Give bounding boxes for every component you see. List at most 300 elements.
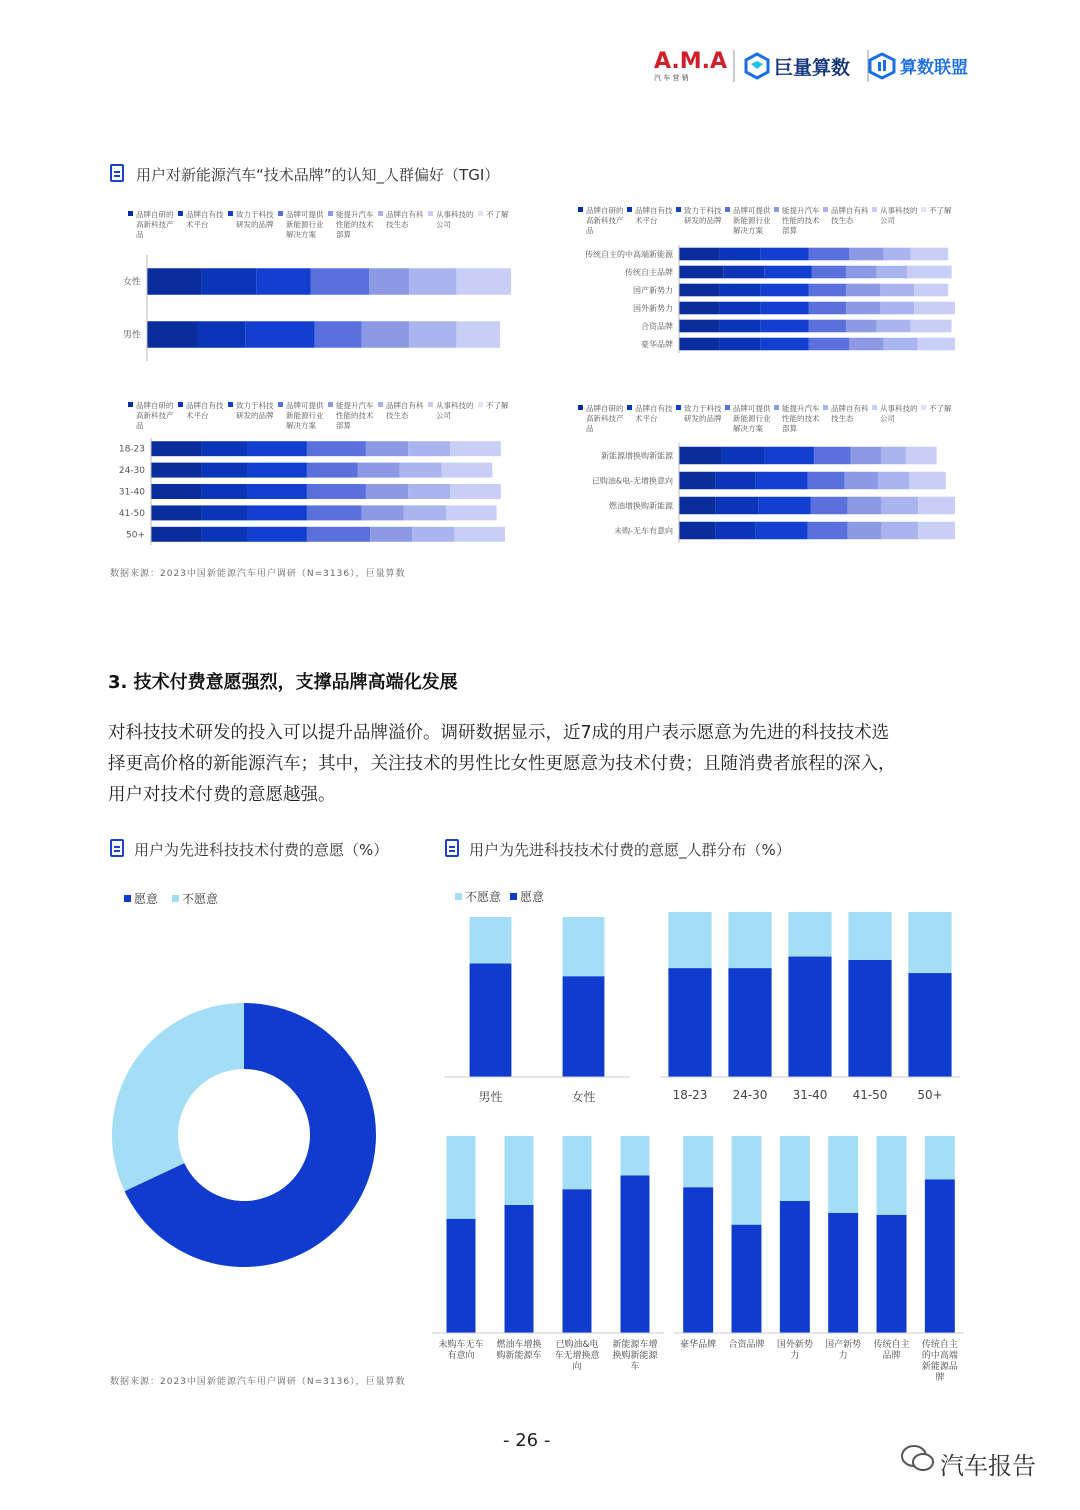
bar-segment — [202, 463, 248, 478]
legend-label: 品牌自有技 — [186, 210, 224, 219]
legend-label: 高新科技产 — [136, 411, 174, 420]
legend-label: 愿意 — [520, 890, 545, 904]
legend-label: 品牌自有技 — [186, 401, 224, 410]
watermark: 汽车报告 — [940, 1452, 1036, 1480]
bar-unwilling — [908, 912, 951, 973]
data-source-2: 数据来源：2023中国新能源汽车用户调研（N=3136），巨量算数 — [110, 1377, 406, 1387]
category-label: 的中高端 — [921, 1351, 958, 1361]
bar-segment — [369, 268, 409, 295]
bar-segment — [881, 447, 906, 465]
bar-willing — [908, 973, 951, 1077]
category-label: 31-40 — [118, 487, 145, 498]
legend-label: 品牌可提供 — [733, 404, 771, 413]
bar-unwilling — [621, 1136, 650, 1175]
chart-legend — [578, 403, 952, 433]
stacked-column-chart — [674, 1136, 964, 1383]
bar-segment — [877, 320, 911, 333]
bar-willing — [732, 1225, 762, 1333]
legend-label: 技生态 — [831, 414, 854, 423]
bar-segment — [366, 441, 408, 456]
bar-segment — [906, 447, 937, 465]
bar-segment — [883, 248, 910, 261]
legend-swatch — [510, 893, 517, 900]
legend-label: 新能源行业 — [733, 216, 771, 225]
category-label: 牌 — [935, 1373, 945, 1383]
stacked-column-chart — [660, 912, 960, 1102]
bar-unwilling — [848, 912, 891, 960]
legend-label: 研发的品牌 — [684, 216, 722, 225]
bar-unwilling — [668, 912, 711, 968]
legend-swatch — [228, 402, 233, 407]
legend-swatch — [478, 402, 483, 407]
bar-segment — [756, 522, 808, 540]
legend-label: 不愿意 — [182, 892, 219, 906]
legend-label: 部算 — [336, 230, 351, 239]
legend-label: 品牌自研的 — [586, 206, 624, 215]
category-label: 向 — [572, 1362, 582, 1372]
legend-label: 技生态 — [831, 216, 854, 225]
legend-swatch — [921, 207, 926, 212]
bar-willing — [728, 968, 771, 1077]
bar-segment — [846, 266, 877, 279]
donut-slice — [112, 1003, 244, 1191]
legend-label: 不了解 — [486, 401, 509, 410]
bar-segment — [248, 463, 307, 478]
bar-segment — [679, 266, 723, 279]
legend-label: 解决方案 — [286, 421, 316, 430]
legend-swatch — [428, 402, 433, 407]
data-source-1: 数据来源：2023中国新能源汽车用户调研（N=3136），巨量算数 — [110, 569, 406, 579]
bar-segment — [679, 497, 716, 515]
legend-swatch — [328, 211, 333, 216]
bar-segment — [846, 302, 880, 315]
section2-title-right: 用户为先进科技技术付费的意愿_人群分布（%） — [469, 841, 791, 859]
bar-segment — [848, 522, 882, 540]
legend-swatch — [823, 405, 828, 410]
bar-segment — [756, 472, 808, 490]
stacked-hbar-chart — [578, 205, 955, 353]
body-paragraph — [108, 718, 978, 811]
bar-segment — [811, 497, 848, 515]
bar-segment — [918, 338, 955, 351]
legend-label: 解决方案 — [733, 424, 763, 433]
bar-segment — [151, 441, 202, 456]
legend-label: 品 — [136, 421, 144, 430]
legend-label: 不了解 — [486, 210, 509, 219]
category-label: 传统自主品牌 — [625, 268, 673, 277]
legend-label: 高新科技产 — [586, 216, 624, 225]
bar-segment — [151, 484, 202, 499]
legend-label: 技生态 — [386, 411, 409, 420]
legend-label: 品牌自研的 — [136, 210, 174, 219]
bar-unwilling — [877, 1136, 907, 1215]
bar-segment — [883, 338, 917, 351]
bar-segment — [759, 497, 811, 515]
category-label: 换购新能源 — [612, 1351, 658, 1361]
legend-swatch — [328, 402, 333, 407]
bar-segment — [761, 338, 809, 351]
chart-legend — [128, 400, 509, 430]
legend-swatch — [872, 207, 877, 212]
bar-segment — [761, 302, 809, 315]
bar-willing — [668, 968, 711, 1077]
bar-segment — [909, 472, 946, 490]
legend-label: 能提升汽车 — [782, 206, 820, 215]
chart-legend — [455, 890, 544, 904]
bar-willing — [848, 960, 891, 1077]
category-label: 品牌 — [882, 1351, 901, 1361]
legend-label: 部算 — [782, 424, 797, 433]
bar-segment — [307, 505, 362, 520]
legend-label: 不了解 — [929, 404, 952, 413]
bar-segment — [918, 522, 955, 540]
legend-label: 性能的技术 — [336, 411, 374, 420]
bar-segment — [307, 463, 358, 478]
bar-segment — [147, 321, 198, 348]
bar-segment — [716, 522, 756, 540]
bar-segment — [454, 527, 505, 542]
ama-logo-sub: 汽 车 营 销 — [654, 74, 689, 82]
bar-segment — [404, 505, 446, 520]
legend-label: 新能源行业 — [733, 414, 771, 423]
bar-segment — [456, 321, 500, 348]
bar-segment — [880, 284, 914, 297]
category-label: 已购油&电 — [555, 1340, 599, 1350]
legend-label: 品牌自有技 — [635, 404, 673, 413]
legend-label: 致力于科技 — [236, 401, 274, 410]
legend-label: 性能的技术 — [336, 220, 374, 229]
legend-label: 品 — [136, 230, 144, 239]
bar-segment — [362, 505, 404, 520]
bar-segment — [851, 447, 882, 465]
category-label: 18-23 — [118, 444, 145, 455]
bar-segment — [849, 338, 883, 351]
legend-label: 性能的技术 — [782, 414, 820, 423]
legend-label: 部算 — [336, 421, 351, 430]
category-label: 男性 — [122, 330, 141, 341]
bar-segment — [720, 338, 761, 351]
category-label: 24-30 — [118, 466, 145, 477]
bar-segment — [679, 472, 716, 490]
bar-segment — [814, 447, 851, 465]
bar-segment — [307, 527, 370, 542]
category-label: 已购油&电-无增换意向 — [591, 476, 673, 486]
bar-segment — [679, 320, 720, 333]
legend-label: 致力于科技 — [236, 210, 274, 219]
category-label: 女性 — [122, 277, 141, 288]
bar-segment — [808, 248, 849, 261]
bar-segment — [370, 527, 412, 542]
legend-label: 品牌可提供 — [286, 401, 324, 410]
legend-swatch — [676, 207, 681, 212]
bar-segment — [248, 505, 307, 520]
stacked-hbar-chart — [123, 209, 511, 361]
page-number: - 26 - — [503, 1430, 551, 1451]
legend-label: 品牌自研的 — [586, 404, 624, 413]
bar-segment — [409, 321, 456, 348]
category-label: 国外新势力 — [633, 304, 673, 313]
legend-label: 致力于科技 — [684, 404, 722, 413]
category-label: 41-50 — [118, 508, 145, 519]
bar-willing — [563, 1189, 592, 1333]
bar-segment — [202, 484, 248, 499]
legend-label: 公司 — [436, 411, 451, 420]
legend-label: 术平台 — [635, 216, 658, 225]
legend-label: 从事科技的 — [436, 210, 474, 219]
bar-segment — [716, 472, 756, 490]
bar-segment — [723, 266, 764, 279]
bar-segment — [202, 441, 248, 456]
bar-segment — [808, 302, 845, 315]
category-label: 31-40 — [792, 1088, 828, 1102]
category-label: 力 — [790, 1351, 800, 1361]
bar-segment — [812, 266, 846, 279]
bar-segment — [362, 321, 409, 348]
legend-label: 品牌自研的 — [136, 401, 174, 410]
legend-swatch — [774, 405, 779, 410]
bar-segment — [881, 497, 918, 515]
legend-label: 部算 — [782, 226, 797, 235]
category-label: 24-30 — [732, 1088, 768, 1102]
legend-label: 从事科技的 — [436, 401, 474, 410]
bar-unwilling — [447, 1136, 476, 1219]
bar-segment — [248, 484, 307, 499]
bar-segment — [765, 447, 814, 465]
bar-segment — [307, 484, 366, 499]
bar-willing — [925, 1179, 955, 1333]
category-label: 18-23 — [672, 1088, 708, 1102]
bar-segment — [846, 320, 877, 333]
legend-swatch — [128, 211, 133, 216]
category-label: 传统自主 — [873, 1340, 910, 1350]
category-label: 50+ — [126, 530, 145, 541]
bar-segment — [808, 522, 848, 540]
legend-label: 不愿意 — [465, 890, 502, 904]
category-label: 豪华品牌 — [641, 340, 673, 349]
bar-segment — [720, 248, 761, 261]
legend-label: 品牌自有技 — [635, 206, 673, 215]
document-icon — [445, 839, 459, 857]
legend-label: 高新科技产 — [136, 220, 174, 229]
document-icon — [110, 839, 124, 857]
legend-swatch — [823, 207, 828, 212]
section-heading: 3. 技术付费意愿强烈，支撑品牌高端化发展 — [108, 672, 458, 693]
category-label: 国外新势 — [776, 1340, 813, 1350]
legend-label: 能提升汽车 — [336, 210, 374, 219]
legend-swatch — [725, 405, 730, 410]
bar-segment — [880, 302, 914, 315]
legend-swatch — [725, 207, 730, 212]
legend-swatch — [578, 405, 583, 410]
bar-segment — [761, 248, 809, 261]
legend-label: 品牌可提供 — [286, 210, 324, 219]
bar-segment — [761, 284, 809, 297]
bar-segment — [450, 484, 501, 499]
legend-swatch — [172, 895, 179, 902]
bar-segment — [409, 268, 456, 295]
bar-segment — [202, 268, 257, 295]
paragraph-line: 择更高价格的新能源汽车；其中，关注技术的男性比女性更愿意为技术付费；且随消费者旅程的深入， — [108, 754, 896, 774]
category-label: 合资品牌 — [728, 1340, 765, 1350]
legend-label: 品 — [586, 424, 594, 433]
bar-segment — [151, 505, 202, 520]
bar-segment — [907, 266, 951, 279]
bar-segment — [147, 268, 202, 295]
bar-segment — [202, 527, 248, 542]
category-label: 未购-无车有意向 — [614, 526, 673, 536]
legend-swatch — [455, 893, 462, 900]
legend-swatch — [921, 405, 926, 410]
legend-swatch — [774, 207, 779, 212]
legend-label: 公司 — [880, 414, 895, 423]
legend-label: 技生态 — [386, 220, 409, 229]
legend-swatch — [428, 211, 433, 216]
bar-segment — [918, 497, 955, 515]
legend-swatch — [578, 207, 583, 212]
stacked-hbar-chart — [119, 400, 509, 545]
tgi-charts — [0, 195, 1080, 555]
brand-juliang: 巨量算数 — [774, 57, 851, 79]
bar-segment — [845, 472, 879, 490]
bar-segment — [307, 441, 366, 456]
legend-label: 品牌自有科 — [386, 401, 424, 410]
legend-swatch — [124, 895, 131, 902]
bar-segment — [400, 463, 442, 478]
legend-swatch — [278, 211, 283, 216]
bar-unwilling — [563, 1136, 592, 1189]
legend-label: 高新科技产 — [586, 414, 624, 423]
legend-label: 品牌自有科 — [386, 210, 424, 219]
bar-segment — [720, 284, 761, 297]
bar-segment — [245, 321, 314, 348]
category-label: 新能源车增 — [612, 1340, 658, 1350]
stacked-hbar-chart — [578, 403, 955, 543]
bar-segment — [248, 441, 307, 456]
bar-unwilling — [470, 917, 512, 963]
bar-segment — [808, 338, 849, 351]
legend-label: 公司 — [436, 220, 451, 229]
legend-label: 解决方案 — [733, 226, 763, 235]
legend-label: 解决方案 — [286, 230, 316, 239]
legend-label: 公司 — [880, 216, 895, 225]
legend-label: 性能的技术 — [782, 216, 820, 225]
legend-label: 能提升汽车 — [782, 404, 820, 413]
legend-label: 致力于科技 — [684, 206, 722, 215]
legend-label: 术平台 — [635, 414, 658, 423]
legend-swatch — [128, 402, 133, 407]
legend-swatch — [627, 405, 632, 410]
category-label: 新能源品 — [921, 1362, 958, 1372]
bar-segment — [358, 463, 400, 478]
bar-segment — [911, 320, 952, 333]
legend-label: 从事科技的 — [880, 404, 918, 413]
bar-segment — [202, 505, 248, 520]
bar-segment — [450, 441, 501, 456]
legend-label: 从事科技的 — [880, 206, 918, 215]
bar-segment — [442, 463, 493, 478]
bar-segment — [679, 522, 716, 540]
bar-segment — [848, 497, 882, 515]
bar-unwilling — [828, 1136, 858, 1213]
bar-unwilling — [683, 1136, 713, 1187]
legend-label: 不了解 — [929, 206, 952, 215]
bar-segment — [151, 463, 202, 478]
legend-swatch — [178, 402, 183, 407]
legend-label: 品牌自有科 — [831, 206, 869, 215]
bar-segment — [679, 284, 720, 297]
legend-label: 研发的品牌 — [236, 411, 274, 420]
bar-unwilling — [505, 1136, 534, 1205]
category-label: 合资品牌 — [641, 322, 673, 331]
bar-segment — [311, 268, 369, 295]
legend-label: 术平台 — [186, 220, 209, 229]
bar-segment — [679, 447, 722, 465]
category-label: 未购车无车 — [438, 1340, 484, 1350]
bar-segment — [720, 320, 761, 333]
category-label: 有意向 — [447, 1351, 475, 1361]
bar-segment — [914, 284, 948, 297]
stacked-column-chart — [444, 917, 630, 1104]
bar-segment — [808, 284, 845, 297]
bar-segment — [878, 472, 909, 490]
category-label: 国产新势力 — [633, 286, 673, 295]
chart-legend — [578, 205, 952, 235]
stacked-column-chart — [432, 1136, 664, 1372]
bar-unwilling — [780, 1136, 810, 1201]
bar-segment — [761, 320, 809, 333]
bar-segment — [716, 497, 759, 515]
paragraph-line: 用户对技术付费的意愿越强。 — [108, 785, 336, 805]
legend-label: 愿意 — [134, 892, 159, 906]
bar-willing — [563, 976, 605, 1077]
bar-willing — [780, 1201, 810, 1333]
bar-segment — [248, 527, 307, 542]
legend-label: 品牌自有科 — [831, 404, 869, 413]
bar-segment — [722, 447, 765, 465]
bar-segment — [151, 527, 202, 542]
bar-willing — [470, 963, 512, 1077]
bar-segment — [881, 522, 918, 540]
bar-segment — [679, 302, 720, 315]
bar-willing — [683, 1187, 713, 1333]
category-label: 力 — [838, 1351, 848, 1361]
bar-willing — [828, 1213, 858, 1333]
bar-unwilling — [788, 912, 831, 957]
legend-label: 品 — [586, 226, 594, 235]
juliang-logo-icon — [746, 54, 768, 78]
bar-willing — [505, 1205, 534, 1333]
section1-title: 用户对新能源汽车“技术品牌”的认知_人群偏好（TGI） — [136, 166, 500, 184]
donut-chart — [112, 892, 376, 1267]
category-label: 50+ — [917, 1088, 943, 1102]
legend-label: 术平台 — [186, 411, 209, 420]
legend-swatch — [378, 402, 383, 407]
legend-swatch — [378, 211, 383, 216]
legend-label: 新能源行业 — [286, 220, 324, 229]
bar-segment — [256, 268, 311, 295]
document-icon — [110, 164, 124, 182]
ama-logo: A.M.A — [654, 49, 728, 74]
legend-swatch — [627, 207, 632, 212]
bar-segment — [808, 472, 845, 490]
bar-willing — [877, 1215, 907, 1333]
legend-label: 能提升汽车 — [336, 401, 374, 410]
wechat-icon — [900, 1444, 936, 1478]
category-label: 购新能源车 — [496, 1351, 542, 1361]
category-label: 国产新势 — [825, 1340, 862, 1350]
legend-swatch — [676, 405, 681, 410]
bar-segment — [198, 321, 245, 348]
